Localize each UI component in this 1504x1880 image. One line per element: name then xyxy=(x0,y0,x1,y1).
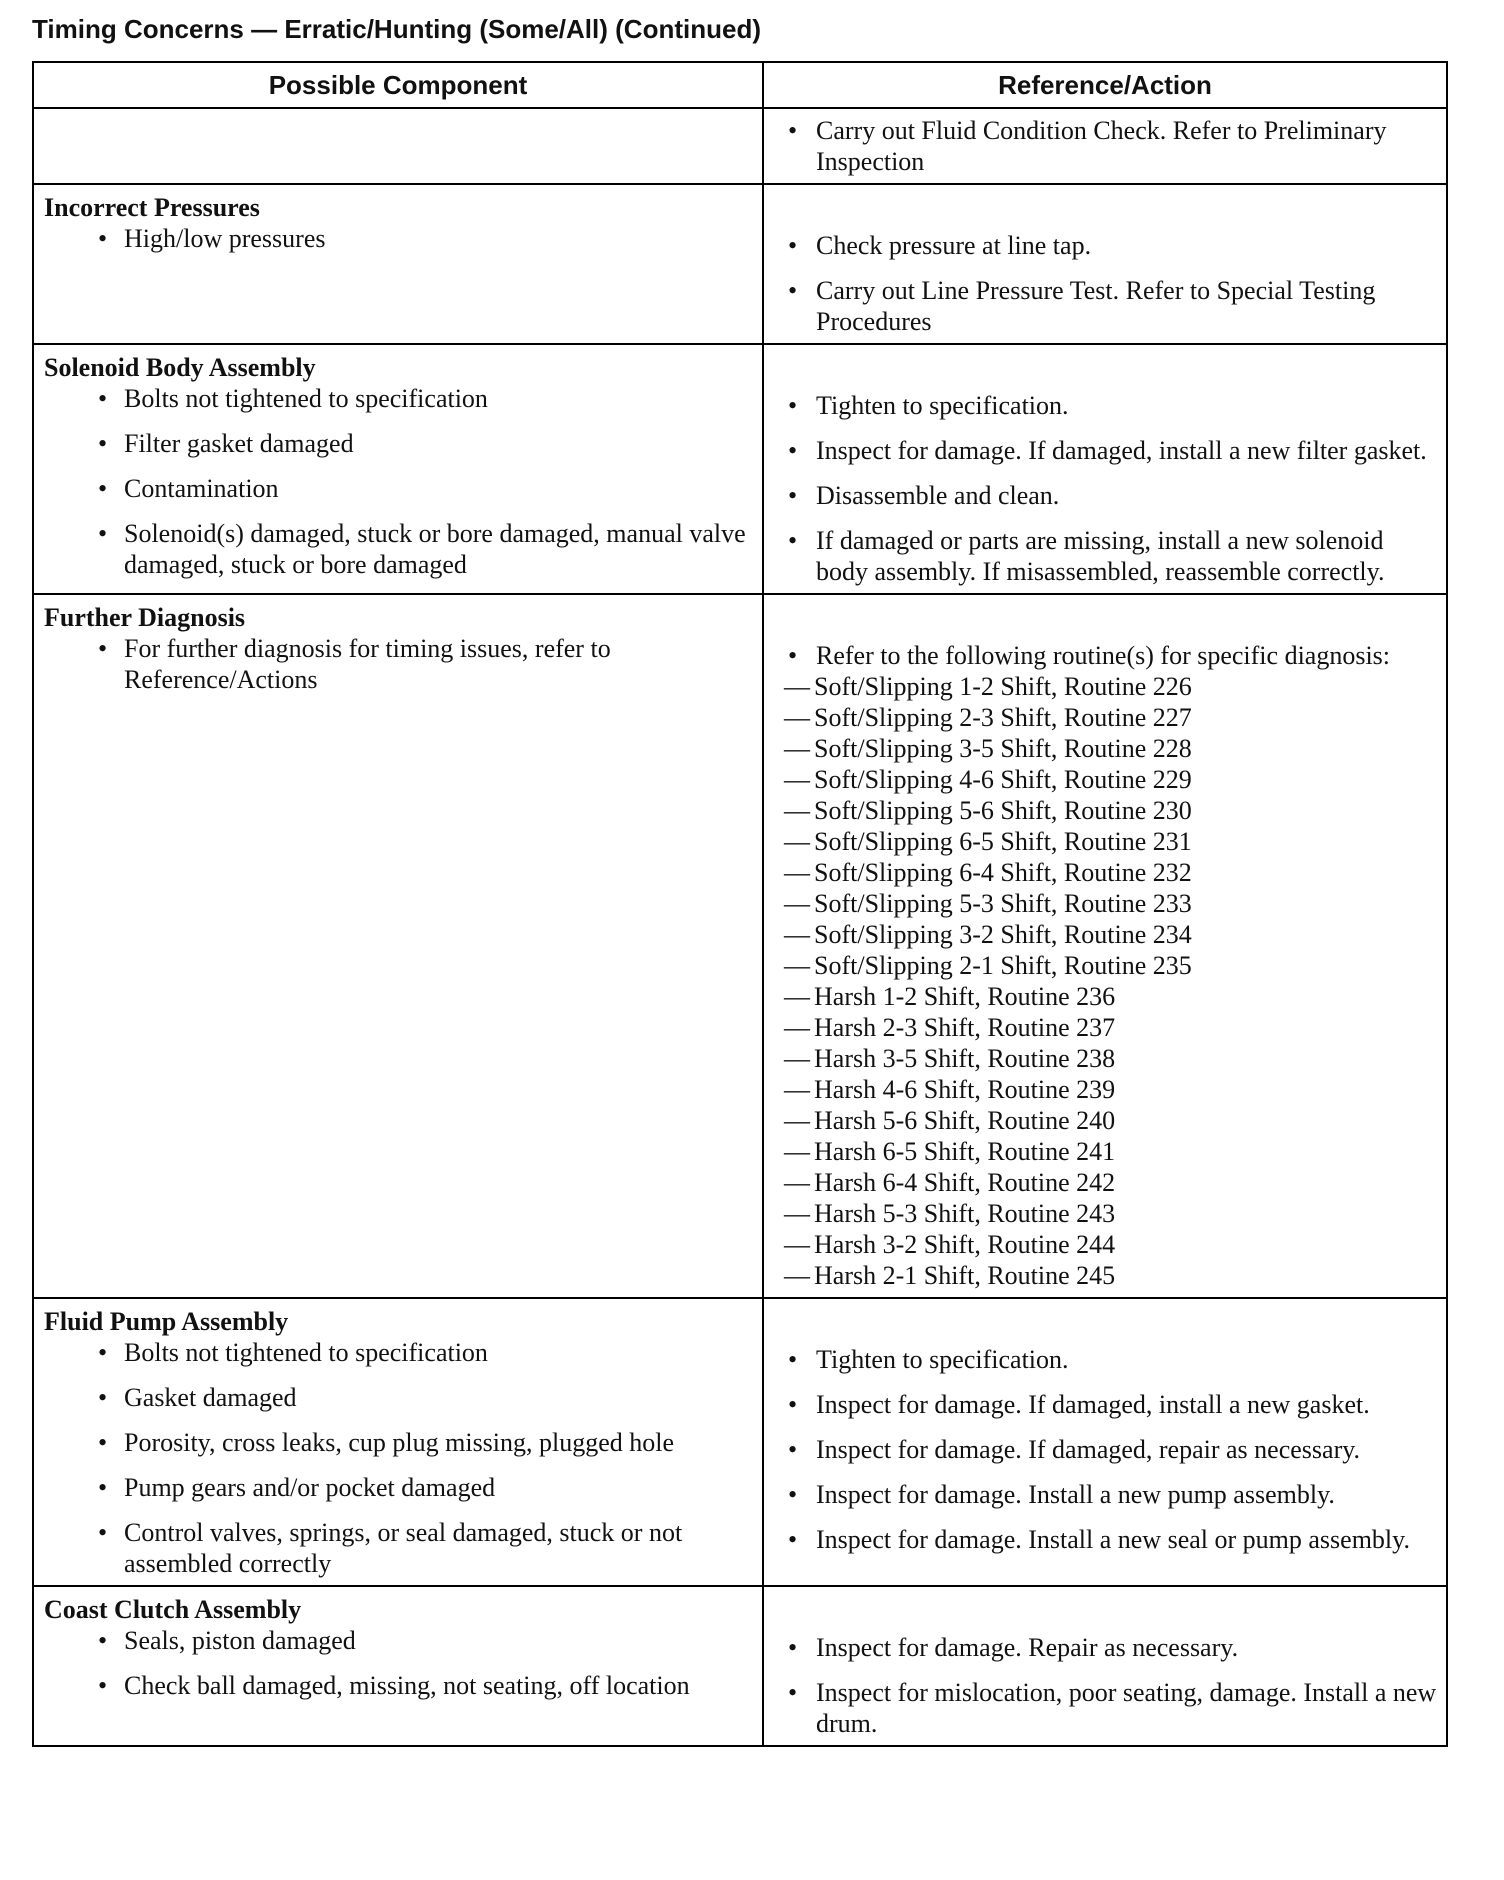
routine-item xyxy=(774,1167,1438,1198)
action-text: If damaged or parts are missing, install a new solenoid body assembly. If misassembled, reassemble correctly. xyxy=(816,526,1385,586)
action-cell xyxy=(763,344,1447,594)
component-cell xyxy=(33,1586,763,1746)
diagnosis-table xyxy=(32,61,1448,1747)
dash-icon: — xyxy=(784,858,810,887)
action-text: Disassemble and clean. xyxy=(816,481,1060,510)
component-cell xyxy=(33,1298,763,1586)
section-title: Incorrect Pressures xyxy=(44,193,260,222)
bullet-icon: • xyxy=(788,276,798,305)
routine-text: Harsh 6-5 Shift, Routine 241 xyxy=(814,1137,1116,1166)
action-item xyxy=(774,115,1438,177)
section-row xyxy=(33,1298,1447,1586)
routine-item xyxy=(774,795,1438,826)
action-list xyxy=(764,1299,1446,1561)
bullet-icon: • xyxy=(98,474,108,503)
routine-item xyxy=(774,826,1438,857)
action-list xyxy=(764,595,1446,1297)
action-item xyxy=(774,390,1438,421)
routine-text: Soft/Slipping 5-6 Shift, Routine 230 xyxy=(814,796,1192,825)
dash-icon: — xyxy=(784,765,810,794)
action-item xyxy=(774,640,1438,671)
routine-item xyxy=(774,1105,1438,1136)
action-item xyxy=(774,1344,1438,1375)
component-cell xyxy=(33,184,763,344)
action-cell xyxy=(763,1586,1447,1746)
routine-text: Soft/Slipping 2-1 Shift, Routine 235 xyxy=(814,951,1192,980)
routine-text: Harsh 5-3 Shift, Routine 243 xyxy=(814,1199,1116,1228)
component-item xyxy=(44,518,754,580)
routine-text: Harsh 5-6 Shift, Routine 240 xyxy=(814,1106,1116,1135)
bullet-icon: • xyxy=(788,641,798,670)
component-item xyxy=(44,473,754,504)
table-header-row xyxy=(33,62,1447,108)
dash-icon: — xyxy=(784,1044,810,1073)
component-text: Porosity, cross leaks, cup plug missing, plugged hole xyxy=(124,1428,675,1457)
component-item xyxy=(44,223,754,254)
routine-item xyxy=(774,1136,1438,1167)
action-text: Inspect for damage. If damaged, install a new gasket. xyxy=(816,1390,1370,1419)
component-text: Seals, piston damaged xyxy=(124,1626,356,1655)
section-row xyxy=(33,594,1447,1298)
routine-text: Soft/Slipping 6-5 Shift, Routine 231 xyxy=(814,827,1192,856)
component-text: High/low pressures xyxy=(124,224,326,253)
dash-icon: — xyxy=(784,734,810,763)
routine-text: Harsh 4-6 Shift, Routine 239 xyxy=(814,1075,1116,1104)
action-item xyxy=(774,1479,1438,1510)
action-list xyxy=(764,185,1446,343)
bullet-icon: • xyxy=(788,231,798,260)
routine-text: Soft/Slipping 3-2 Shift, Routine 234 xyxy=(814,920,1192,949)
action-text: Check pressure at line tap. xyxy=(816,231,1092,260)
routine-text: Soft/Slipping 1-2 Shift, Routine 226 xyxy=(814,672,1192,701)
action-item xyxy=(774,230,1438,261)
routine-text: Harsh 6-4 Shift, Routine 242 xyxy=(814,1168,1116,1197)
routine-text: Harsh 2-1 Shift, Routine 245 xyxy=(814,1261,1116,1290)
continued-action-cell xyxy=(763,108,1447,184)
dash-icon: — xyxy=(784,1137,810,1166)
bullet-icon: • xyxy=(98,429,108,458)
component-text: Contamination xyxy=(124,474,279,503)
action-list xyxy=(764,345,1446,593)
action-cell xyxy=(763,184,1447,344)
action-item xyxy=(774,1524,1438,1555)
bullet-icon: • xyxy=(98,1518,108,1547)
section-row xyxy=(33,344,1447,594)
action-text: Refer to the following routine(s) for specific diagnosis: xyxy=(816,641,1391,670)
bullet-icon: • xyxy=(98,1383,108,1412)
component-text: Gasket damaged xyxy=(124,1383,297,1412)
bullet-icon: • xyxy=(788,1390,798,1419)
component-cell xyxy=(33,344,763,594)
component-text: Bolts not tightened to specification xyxy=(124,1338,488,1367)
component-text: Check ball damaged, missing, not seating, off location xyxy=(124,1671,690,1700)
routine-text: Soft/Slipping 2-3 Shift, Routine 227 xyxy=(814,703,1192,732)
bullet-icon: • xyxy=(788,391,798,420)
routine-text: Harsh 1-2 Shift, Routine 236 xyxy=(814,982,1116,1011)
action-item xyxy=(774,1677,1438,1739)
component-text: Filter gasket damaged xyxy=(124,429,354,458)
dash-icon: — xyxy=(784,889,810,918)
section-title: Further Diagnosis xyxy=(44,603,246,632)
bullet-icon: • xyxy=(788,1678,798,1707)
routine-item xyxy=(774,919,1438,950)
component-item xyxy=(44,1472,754,1503)
routine-text: Harsh 2-3 Shift, Routine 237 xyxy=(814,1013,1116,1042)
bullet-icon: • xyxy=(98,1473,108,1502)
component-item xyxy=(44,1337,754,1368)
action-text: Inspect for damage. If damaged, install a new filter gasket. xyxy=(816,436,1427,465)
routine-item xyxy=(774,857,1438,888)
routine-item xyxy=(774,1012,1438,1043)
routine-text: Harsh 3-5 Shift, Routine 238 xyxy=(814,1044,1116,1073)
routine-text: Soft/Slipping 4-6 Shift, Routine 229 xyxy=(814,765,1192,794)
routine-item xyxy=(774,1074,1438,1105)
page-title: Timing Concerns — Erratic/Hunting (Some/All) (Continued) xyxy=(32,14,761,44)
component-text: For further diagnosis for timing issues, refer to Reference/Actions xyxy=(124,634,611,694)
action-item xyxy=(774,1434,1438,1465)
action-cell xyxy=(763,594,1447,1298)
action-item xyxy=(774,480,1438,511)
bullet-icon: • xyxy=(98,1428,108,1457)
action-item xyxy=(774,275,1438,337)
continued-row xyxy=(33,108,1447,184)
action-text: Inspect for damage. Install a new pump assembly. xyxy=(816,1480,1335,1509)
routine-item xyxy=(774,888,1438,919)
action-text: Inspect for damage. If damaged, repair as necessary. xyxy=(816,1435,1361,1464)
dash-icon: — xyxy=(784,1075,810,1104)
column-header-component: Possible Component xyxy=(33,62,763,108)
component-cell xyxy=(33,594,763,1298)
action-item xyxy=(774,1389,1438,1420)
component-item xyxy=(44,383,754,414)
routine-item xyxy=(774,950,1438,981)
dash-icon: — xyxy=(784,920,810,949)
routine-text: Harsh 3-2 Shift, Routine 244 xyxy=(814,1230,1116,1259)
dash-icon: — xyxy=(784,827,810,856)
routine-item xyxy=(774,1260,1438,1291)
section-title: Coast Clutch Assembly xyxy=(44,1595,302,1624)
section-row xyxy=(33,184,1447,344)
component-text: Control valves, springs, or seal damaged, stuck or not assembled correctly xyxy=(124,1518,683,1578)
component-text: Bolts not tightened to specification xyxy=(124,384,488,413)
bullet-icon: • xyxy=(788,481,798,510)
dash-icon: — xyxy=(784,982,810,1011)
dash-icon: — xyxy=(784,672,810,701)
action-item xyxy=(774,435,1438,466)
component-text: Solenoid(s) damaged, stuck or bore damaged, manual valve damaged, stuck or bore damaged xyxy=(124,519,746,579)
dash-icon: — xyxy=(784,1199,810,1228)
routine-item xyxy=(774,671,1438,702)
component-list xyxy=(34,633,762,701)
bullet-icon: • xyxy=(788,436,798,465)
component-item xyxy=(44,633,754,695)
bullet-icon: • xyxy=(788,1480,798,1509)
routine-item xyxy=(774,1198,1438,1229)
component-list xyxy=(34,1337,762,1585)
routine-item xyxy=(774,1229,1438,1260)
routine-item xyxy=(774,981,1438,1012)
bullet-icon: • xyxy=(98,224,108,253)
component-item xyxy=(44,428,754,459)
action-text: Inspect for mislocation, poor seating, damage. Install a new drum. xyxy=(816,1678,1437,1738)
dash-icon: — xyxy=(784,1168,810,1197)
component-item xyxy=(44,1382,754,1413)
section-title: Solenoid Body Assembly xyxy=(44,353,316,382)
component-item xyxy=(44,1670,754,1701)
routine-item xyxy=(774,1043,1438,1074)
bullet-icon: • xyxy=(788,116,798,145)
action-text: Tighten to specification. xyxy=(816,1345,1069,1374)
action-text: Carry out Fluid Condition Check. Refer to Preliminary Inspection xyxy=(816,116,1387,176)
bullet-icon: • xyxy=(98,384,108,413)
routine-item xyxy=(774,764,1438,795)
routine-text: Soft/Slipping 6-4 Shift, Routine 232 xyxy=(814,858,1192,887)
routine-text: Soft/Slipping 5-3 Shift, Routine 233 xyxy=(814,889,1192,918)
routine-text: Soft/Slipping 3-5 Shift, Routine 228 xyxy=(814,734,1192,763)
bullet-icon: • xyxy=(98,1338,108,1367)
bullet-icon: • xyxy=(788,526,798,555)
bullet-icon: • xyxy=(98,1626,108,1655)
component-text: Pump gears and/or pocket damaged xyxy=(124,1473,496,1502)
component-item xyxy=(44,1625,754,1656)
dash-icon: — xyxy=(784,1261,810,1290)
dash-icon: — xyxy=(784,1106,810,1135)
bullet-icon: • xyxy=(98,634,108,663)
action-list xyxy=(764,1587,1446,1745)
bullet-icon: • xyxy=(788,1525,798,1554)
component-list xyxy=(34,1625,762,1707)
section-title: Fluid Pump Assembly xyxy=(44,1307,289,1336)
component-list xyxy=(34,383,762,586)
bullet-icon: • xyxy=(98,519,108,548)
column-header-action: Reference/Action xyxy=(763,62,1447,108)
component-item xyxy=(44,1517,754,1579)
routine-item xyxy=(774,702,1438,733)
component-item xyxy=(44,1427,754,1458)
dash-icon: — xyxy=(784,796,810,825)
action-item xyxy=(774,525,1438,587)
bullet-icon: • xyxy=(788,1633,798,1662)
action-cell xyxy=(763,1298,1447,1586)
action-text: Inspect for damage. Install a new seal or pump assembly. xyxy=(816,1525,1410,1554)
continued-component-cell xyxy=(33,108,763,184)
component-list xyxy=(34,223,762,260)
section-row xyxy=(33,1586,1447,1746)
action-text: Tighten to specification. xyxy=(816,391,1069,420)
dash-icon: — xyxy=(784,1230,810,1259)
dash-icon: — xyxy=(784,703,810,732)
bullet-icon: • xyxy=(98,1671,108,1700)
dash-icon: — xyxy=(784,1013,810,1042)
action-text: Inspect for damage. Repair as necessary. xyxy=(816,1633,1239,1662)
routine-item xyxy=(774,733,1438,764)
action-item xyxy=(774,1632,1438,1663)
action-text: Carry out Line Pressure Test. Refer to Special Testing Procedures xyxy=(816,276,1376,336)
dash-icon: — xyxy=(784,951,810,980)
bullet-icon: • xyxy=(788,1435,798,1464)
table-body xyxy=(33,108,1447,1746)
bullet-icon: • xyxy=(788,1345,798,1374)
